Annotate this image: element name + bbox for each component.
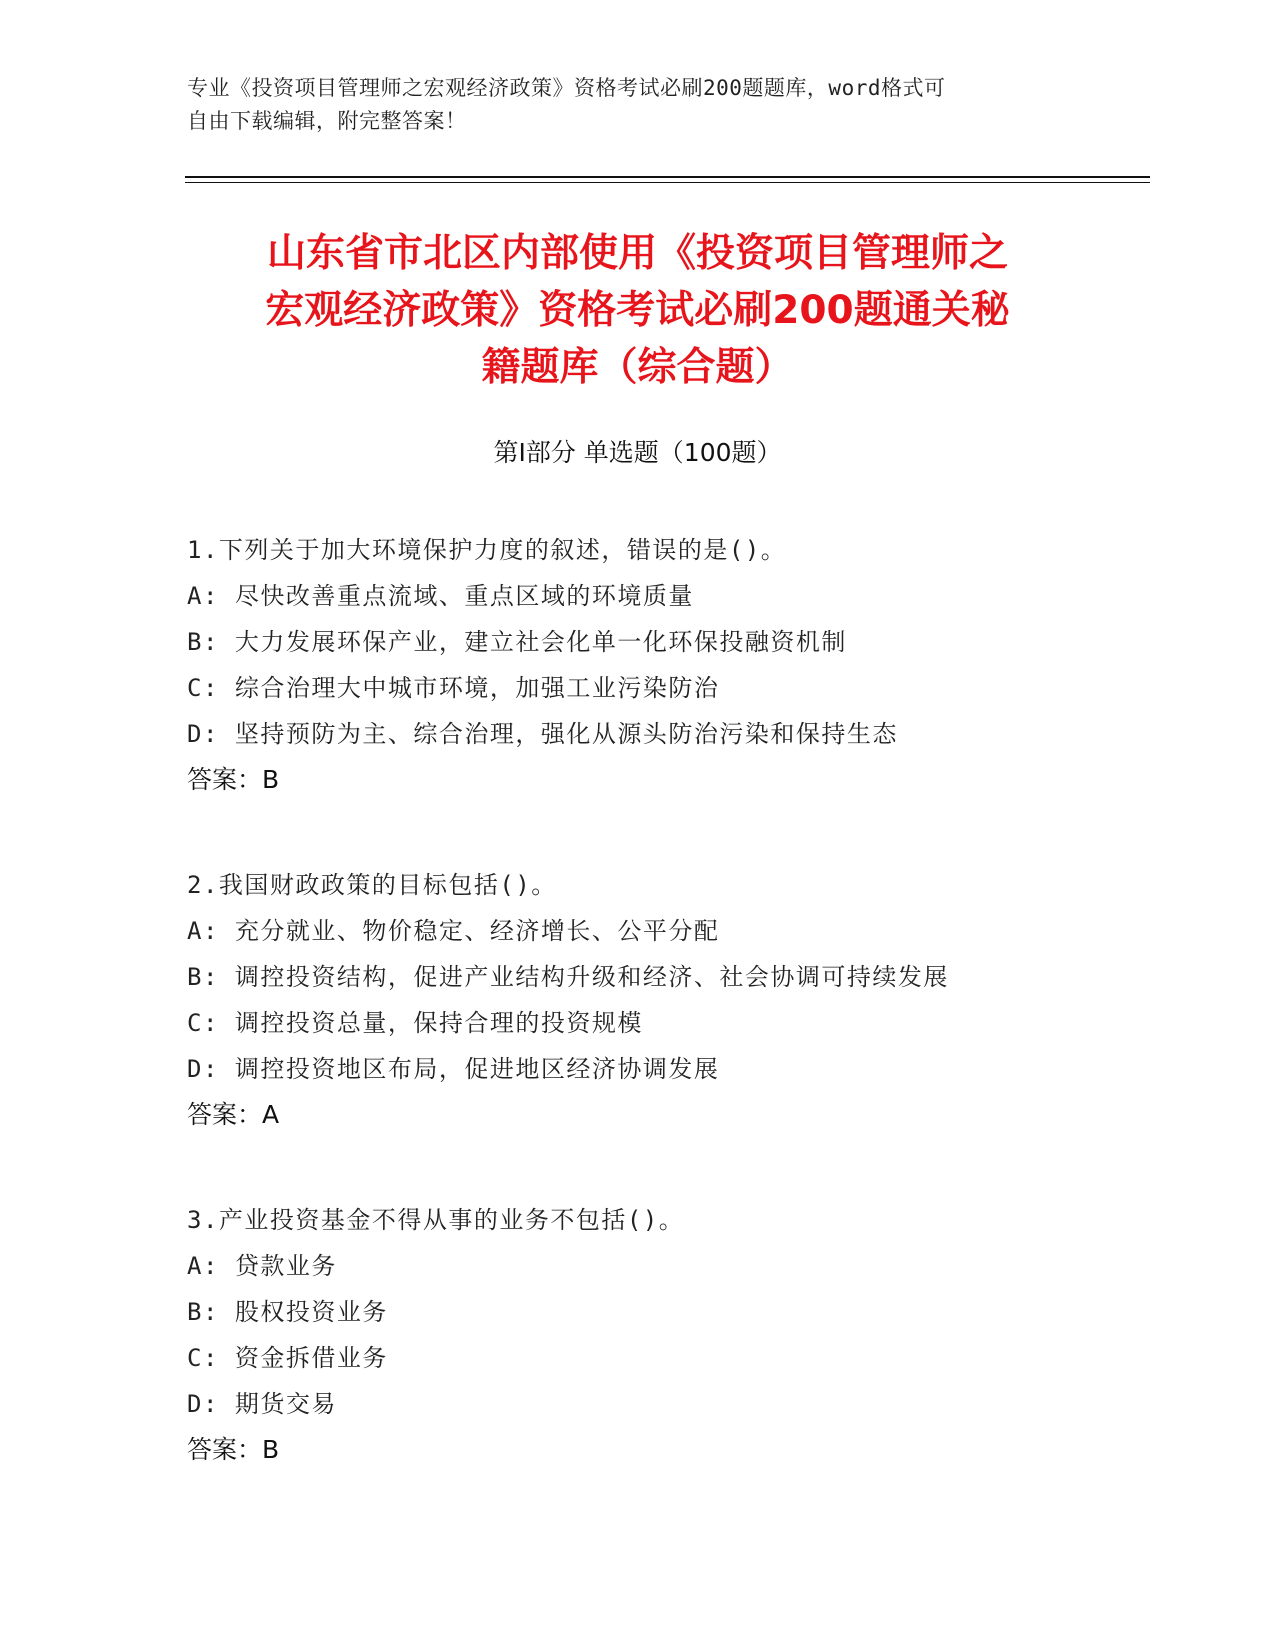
option-c: C: 综合治理大中城市环境，加强工业污染防治 [187, 674, 720, 702]
option-a: A: 尽快改善重点流域、重点区域的环境质量 [187, 582, 694, 610]
option-c: C: 资金拆借业务 [187, 1344, 388, 1372]
document-title [150, 225, 1125, 396]
header-note-line-1: 专业《投资项目管理师之宏观经济政策》资格考试必刷200题题库，word格式可 [187, 76, 946, 100]
option-b: B: 股权投资业务 [187, 1298, 388, 1326]
option-d: D: 期货交易 [187, 1390, 337, 1418]
question-stem: 1.下列关于加大环境保护力度的叙述，错误的是()。 [187, 536, 787, 564]
question-item [187, 527, 1087, 803]
answer-line: 答案：B [187, 765, 280, 794]
question-stem: 3.产业投资基金不得从事的业务不包括()。 [187, 1206, 685, 1234]
header-note-line-2: 自由下载编辑，附完整答案！ [187, 109, 467, 133]
document-title-line-3: 籍题库（综合题） [481, 345, 794, 390]
header-divider-thick [185, 176, 1150, 178]
option-b: B: 调控投资结构，促进产业结构升级和经济、社会协调可持续发展 [187, 963, 949, 991]
question-list [187, 527, 1087, 1532]
option-d: D: 调控投资地区布局，促进地区经济协调发展 [187, 1055, 720, 1083]
answer-line: 答案：B [187, 1435, 280, 1464]
question-stem: 2.我国财政政策的目标包括()。 [187, 871, 557, 899]
question-item [187, 1197, 1087, 1473]
header-note [187, 72, 1067, 138]
answer-line: 答案：A [187, 1100, 280, 1129]
document-title-line-1: 山东省市北区内部使用《投资项目管理师之 [266, 231, 1008, 276]
option-a: A: 贷款业务 [187, 1252, 337, 1280]
question-item [187, 862, 1087, 1138]
option-d: D: 坚持预防为主、综合治理，强化从源头防治污染和保持生态 [187, 720, 898, 748]
document-title-line-2: 宏观经济政策》资格考试必刷200题通关秘 [265, 288, 1010, 333]
option-b: B: 大力发展环保产业，建立社会化单一化环保投融资机制 [187, 628, 847, 656]
option-a: A: 充分就业、物价稳定、经济增长、公平分配 [187, 917, 720, 945]
header-divider-thin [185, 182, 1150, 183]
option-c: C: 调控投资总量，保持合理的投资规模 [187, 1009, 643, 1037]
section-heading: 第Ⅰ部分 单选题（100题） [493, 438, 782, 467]
